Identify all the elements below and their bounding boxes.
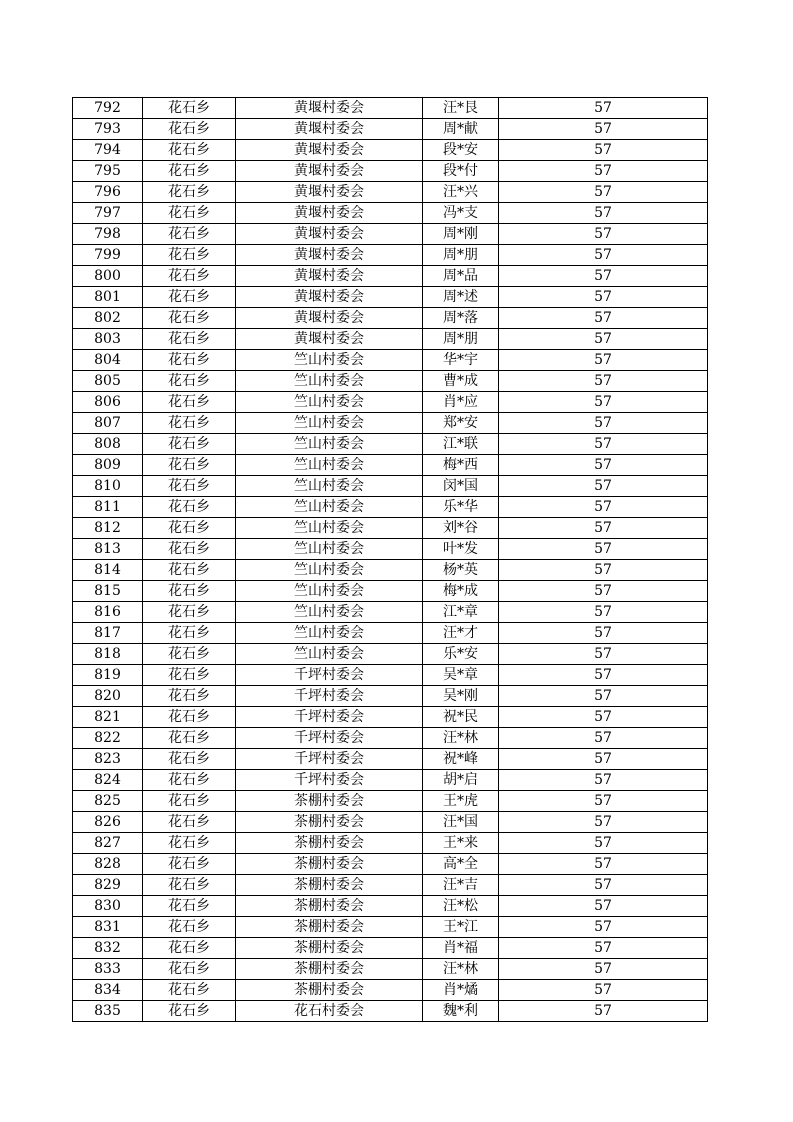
village-committee-cell: 千坪村委会 xyxy=(236,665,423,686)
village-committee-cell: 黄堰村委会 xyxy=(236,203,423,224)
amount-cell: 57 xyxy=(499,119,708,140)
row-number-cell: 796 xyxy=(73,182,143,203)
row-number-cell: 822 xyxy=(73,728,143,749)
township-cell: 花石乡 xyxy=(143,434,236,455)
village-committee-cell: 千坪村委会 xyxy=(236,770,423,791)
table-row xyxy=(73,602,708,623)
row-number-cell: 831 xyxy=(73,917,143,938)
table-row xyxy=(73,497,708,518)
amount-cell: 57 xyxy=(499,959,708,980)
village-committee-cell: 黄堰村委会 xyxy=(236,98,423,119)
table-row xyxy=(73,791,708,812)
village-committee-cell: 黄堰村委会 xyxy=(236,329,423,350)
row-number-cell: 794 xyxy=(73,140,143,161)
village-committee-cell: 竺山村委会 xyxy=(236,434,423,455)
row-number-cell: 833 xyxy=(73,959,143,980)
township-cell: 花石乡 xyxy=(143,980,236,1001)
table-row xyxy=(73,896,708,917)
village-committee-cell: 茶棚村委会 xyxy=(236,917,423,938)
amount-cell: 57 xyxy=(499,602,708,623)
person-name-cell: 周*献 xyxy=(423,119,499,140)
amount-cell: 57 xyxy=(499,203,708,224)
township-cell: 花石乡 xyxy=(143,98,236,119)
township-cell: 花石乡 xyxy=(143,224,236,245)
township-cell: 花石乡 xyxy=(143,182,236,203)
person-name-cell: 郑*安 xyxy=(423,413,499,434)
table-row xyxy=(73,161,708,182)
township-cell: 花石乡 xyxy=(143,119,236,140)
township-cell: 花石乡 xyxy=(143,476,236,497)
village-committee-cell: 黄堰村委会 xyxy=(236,308,423,329)
village-committee-cell: 茶棚村委会 xyxy=(236,980,423,1001)
amount-cell: 57 xyxy=(499,896,708,917)
township-cell: 花石乡 xyxy=(143,266,236,287)
table-row xyxy=(73,287,708,308)
amount-cell: 57 xyxy=(499,581,708,602)
row-number-cell: 828 xyxy=(73,854,143,875)
table-row xyxy=(73,686,708,707)
amount-cell: 57 xyxy=(499,287,708,308)
village-committee-cell: 竺山村委会 xyxy=(236,392,423,413)
township-cell: 花石乡 xyxy=(143,728,236,749)
village-committee-cell: 竺山村委会 xyxy=(236,644,423,665)
row-number-cell: 810 xyxy=(73,476,143,497)
amount-cell: 57 xyxy=(499,266,708,287)
table-row xyxy=(73,644,708,665)
amount-cell: 57 xyxy=(499,791,708,812)
township-cell: 花石乡 xyxy=(143,245,236,266)
table-row xyxy=(73,1001,708,1022)
village-committee-cell: 竺山村委会 xyxy=(236,497,423,518)
amount-cell: 57 xyxy=(499,413,708,434)
village-committee-cell: 竺山村委会 xyxy=(236,560,423,581)
township-cell: 花石乡 xyxy=(143,686,236,707)
row-number-cell: 801 xyxy=(73,287,143,308)
township-cell: 花石乡 xyxy=(143,497,236,518)
amount-cell: 57 xyxy=(499,980,708,1001)
person-name-cell: 乐*安 xyxy=(423,644,499,665)
person-name-cell: 周*品 xyxy=(423,266,499,287)
township-cell: 花石乡 xyxy=(143,623,236,644)
township-cell: 花石乡 xyxy=(143,812,236,833)
row-number-cell: 815 xyxy=(73,581,143,602)
table-row xyxy=(73,581,708,602)
village-committee-cell: 竺山村委会 xyxy=(236,476,423,497)
township-cell: 花石乡 xyxy=(143,644,236,665)
township-cell: 花石乡 xyxy=(143,749,236,770)
amount-cell: 57 xyxy=(499,833,708,854)
amount-cell: 57 xyxy=(499,644,708,665)
village-committee-cell: 茶棚村委会 xyxy=(236,875,423,896)
table-row xyxy=(73,728,708,749)
township-cell: 花石乡 xyxy=(143,140,236,161)
amount-cell: 57 xyxy=(499,728,708,749)
village-committee-cell: 花石村委会 xyxy=(236,1001,423,1022)
amount-cell: 57 xyxy=(499,161,708,182)
person-name-cell: 祝*峰 xyxy=(423,749,499,770)
row-number-cell: 817 xyxy=(73,623,143,644)
amount-cell: 57 xyxy=(499,686,708,707)
person-name-cell: 乐*华 xyxy=(423,497,499,518)
table-row xyxy=(73,749,708,770)
person-name-cell: 王*来 xyxy=(423,833,499,854)
person-name-cell: 汪*才 xyxy=(423,623,499,644)
township-cell: 花石乡 xyxy=(143,308,236,329)
person-name-cell: 江*章 xyxy=(423,602,499,623)
row-number-cell: 807 xyxy=(73,413,143,434)
table-row xyxy=(73,98,708,119)
person-name-cell: 周*朋 xyxy=(423,329,499,350)
amount-cell: 57 xyxy=(499,140,708,161)
village-committee-cell: 竺山村委会 xyxy=(236,413,423,434)
row-number-cell: 830 xyxy=(73,896,143,917)
table-row xyxy=(73,875,708,896)
village-committee-cell: 竺山村委会 xyxy=(236,350,423,371)
person-name-cell: 肖*应 xyxy=(423,392,499,413)
amount-cell: 57 xyxy=(499,1001,708,1022)
village-committee-cell: 茶棚村委会 xyxy=(236,854,423,875)
row-number-cell: 821 xyxy=(73,707,143,728)
amount-cell: 57 xyxy=(499,560,708,581)
village-committee-cell: 竺山村委会 xyxy=(236,581,423,602)
township-cell: 花石乡 xyxy=(143,161,236,182)
township-cell: 花石乡 xyxy=(143,875,236,896)
table-row xyxy=(73,203,708,224)
township-cell: 花石乡 xyxy=(143,518,236,539)
person-name-cell: 胡*启 xyxy=(423,770,499,791)
table-row xyxy=(73,182,708,203)
township-cell: 花石乡 xyxy=(143,581,236,602)
row-number-cell: 813 xyxy=(73,539,143,560)
row-number-cell: 816 xyxy=(73,602,143,623)
person-name-cell: 段*付 xyxy=(423,161,499,182)
person-name-cell: 周*述 xyxy=(423,287,499,308)
row-number-cell: 808 xyxy=(73,434,143,455)
row-number-cell: 797 xyxy=(73,203,143,224)
row-number-cell: 818 xyxy=(73,644,143,665)
person-name-cell: 魏*利 xyxy=(423,1001,499,1022)
table-row xyxy=(73,560,708,581)
township-cell: 花石乡 xyxy=(143,1001,236,1022)
amount-cell: 57 xyxy=(499,434,708,455)
township-cell: 花石乡 xyxy=(143,287,236,308)
person-name-cell: 梅*西 xyxy=(423,455,499,476)
person-name-cell: 冯*支 xyxy=(423,203,499,224)
row-number-cell: 805 xyxy=(73,371,143,392)
township-cell: 花石乡 xyxy=(143,917,236,938)
person-name-cell: 汪*吉 xyxy=(423,875,499,896)
township-cell: 花石乡 xyxy=(143,959,236,980)
table-row xyxy=(73,476,708,497)
table-row xyxy=(73,413,708,434)
row-number-cell: 834 xyxy=(73,980,143,1001)
row-number-cell: 809 xyxy=(73,455,143,476)
village-committee-cell: 竺山村委会 xyxy=(236,518,423,539)
person-name-cell: 吴*刚 xyxy=(423,686,499,707)
village-committee-cell: 茶棚村委会 xyxy=(236,812,423,833)
person-name-cell: 汪*国 xyxy=(423,812,499,833)
amount-cell: 57 xyxy=(499,623,708,644)
person-name-cell: 闵*国 xyxy=(423,476,499,497)
row-number-cell: 823 xyxy=(73,749,143,770)
amount-cell: 57 xyxy=(499,854,708,875)
amount-cell: 57 xyxy=(499,917,708,938)
person-name-cell: 周*落 xyxy=(423,308,499,329)
table-row xyxy=(73,392,708,413)
amount-cell: 57 xyxy=(499,224,708,245)
row-number-cell: 829 xyxy=(73,875,143,896)
table-row xyxy=(73,455,708,476)
township-cell: 花石乡 xyxy=(143,938,236,959)
row-number-cell: 812 xyxy=(73,518,143,539)
table-row xyxy=(73,917,708,938)
village-committee-cell: 黄堰村委会 xyxy=(236,140,423,161)
township-cell: 花石乡 xyxy=(143,371,236,392)
village-committee-cell: 千坪村委会 xyxy=(236,686,423,707)
township-cell: 花石乡 xyxy=(143,665,236,686)
row-number-cell: 795 xyxy=(73,161,143,182)
table-row xyxy=(73,518,708,539)
table-row xyxy=(73,140,708,161)
table-row xyxy=(73,350,708,371)
table-row xyxy=(73,266,708,287)
township-cell: 花石乡 xyxy=(143,707,236,728)
township-cell: 花石乡 xyxy=(143,770,236,791)
village-committee-cell: 茶棚村委会 xyxy=(236,791,423,812)
table-row xyxy=(73,119,708,140)
table-row xyxy=(73,371,708,392)
table-row xyxy=(73,308,708,329)
village-committee-cell: 竺山村委会 xyxy=(236,623,423,644)
table-row xyxy=(73,770,708,791)
person-name-cell: 杨*英 xyxy=(423,560,499,581)
person-name-cell: 梅*成 xyxy=(423,581,499,602)
row-number-cell: 793 xyxy=(73,119,143,140)
township-cell: 花石乡 xyxy=(143,455,236,476)
row-number-cell: 824 xyxy=(73,770,143,791)
table-row xyxy=(73,938,708,959)
township-cell: 花石乡 xyxy=(143,854,236,875)
amount-cell: 57 xyxy=(499,539,708,560)
amount-cell: 57 xyxy=(499,938,708,959)
row-number-cell: 819 xyxy=(73,665,143,686)
person-name-cell: 刘*谷 xyxy=(423,518,499,539)
roster-table xyxy=(72,97,708,1022)
village-committee-cell: 千坪村委会 xyxy=(236,749,423,770)
person-name-cell: 肖*福 xyxy=(423,938,499,959)
village-committee-cell: 竺山村委会 xyxy=(236,602,423,623)
row-number-cell: 814 xyxy=(73,560,143,581)
person-name-cell: 江*联 xyxy=(423,434,499,455)
village-committee-cell: 千坪村委会 xyxy=(236,728,423,749)
row-number-cell: 826 xyxy=(73,812,143,833)
row-number-cell: 811 xyxy=(73,497,143,518)
township-cell: 花石乡 xyxy=(143,833,236,854)
table-row xyxy=(73,434,708,455)
village-committee-cell: 黄堰村委会 xyxy=(236,161,423,182)
person-name-cell: 吴*章 xyxy=(423,665,499,686)
amount-cell: 57 xyxy=(499,518,708,539)
table-row xyxy=(73,623,708,644)
table-row xyxy=(73,959,708,980)
amount-cell: 57 xyxy=(499,875,708,896)
row-number-cell: 804 xyxy=(73,350,143,371)
row-number-cell: 802 xyxy=(73,308,143,329)
row-number-cell: 806 xyxy=(73,392,143,413)
table-row xyxy=(73,854,708,875)
amount-cell: 57 xyxy=(499,455,708,476)
township-cell: 花石乡 xyxy=(143,329,236,350)
village-committee-cell: 茶棚村委会 xyxy=(236,896,423,917)
amount-cell: 57 xyxy=(499,371,708,392)
person-name-cell: 王*虎 xyxy=(423,791,499,812)
amount-cell: 57 xyxy=(499,245,708,266)
amount-cell: 57 xyxy=(499,770,708,791)
row-number-cell: 798 xyxy=(73,224,143,245)
row-number-cell: 803 xyxy=(73,329,143,350)
amount-cell: 57 xyxy=(499,308,708,329)
person-name-cell: 汪*林 xyxy=(423,728,499,749)
row-number-cell: 820 xyxy=(73,686,143,707)
table-row xyxy=(73,539,708,560)
village-committee-cell: 黄堰村委会 xyxy=(236,119,423,140)
amount-cell: 57 xyxy=(499,476,708,497)
person-name-cell: 祝*民 xyxy=(423,707,499,728)
village-committee-cell: 茶棚村委会 xyxy=(236,833,423,854)
township-cell: 花石乡 xyxy=(143,602,236,623)
row-number-cell: 792 xyxy=(73,98,143,119)
amount-cell: 57 xyxy=(499,749,708,770)
row-number-cell: 800 xyxy=(73,266,143,287)
village-committee-cell: 竺山村委会 xyxy=(236,371,423,392)
township-cell: 花石乡 xyxy=(143,560,236,581)
row-number-cell: 827 xyxy=(73,833,143,854)
amount-cell: 57 xyxy=(499,392,708,413)
amount-cell: 57 xyxy=(499,182,708,203)
person-name-cell: 王*江 xyxy=(423,917,499,938)
amount-cell: 57 xyxy=(499,350,708,371)
person-name-cell: 肖*燏 xyxy=(423,980,499,1001)
village-committee-cell: 黄堰村委会 xyxy=(236,182,423,203)
person-name-cell: 周*朋 xyxy=(423,245,499,266)
village-committee-cell: 千坪村委会 xyxy=(236,707,423,728)
person-name-cell: 汪*松 xyxy=(423,896,499,917)
amount-cell: 57 xyxy=(499,497,708,518)
person-name-cell: 曹*成 xyxy=(423,371,499,392)
township-cell: 花石乡 xyxy=(143,350,236,371)
table-row xyxy=(73,224,708,245)
table-row xyxy=(73,245,708,266)
amount-cell: 57 xyxy=(499,665,708,686)
table-row xyxy=(73,833,708,854)
amount-cell: 57 xyxy=(499,329,708,350)
person-name-cell: 叶*发 xyxy=(423,539,499,560)
village-committee-cell: 竺山村委会 xyxy=(236,455,423,476)
township-cell: 花石乡 xyxy=(143,791,236,812)
person-name-cell: 段*安 xyxy=(423,140,499,161)
row-number-cell: 832 xyxy=(73,938,143,959)
person-name-cell: 汪*兴 xyxy=(423,182,499,203)
village-committee-cell: 黄堰村委会 xyxy=(236,245,423,266)
person-name-cell: 华*宇 xyxy=(423,350,499,371)
amount-cell: 57 xyxy=(499,707,708,728)
township-cell: 花石乡 xyxy=(143,896,236,917)
village-committee-cell: 黄堰村委会 xyxy=(236,287,423,308)
village-committee-cell: 黄堰村委会 xyxy=(236,224,423,245)
table-row xyxy=(73,812,708,833)
row-number-cell: 825 xyxy=(73,791,143,812)
village-committee-cell: 茶棚村委会 xyxy=(236,938,423,959)
person-name-cell: 汪*艮 xyxy=(423,98,499,119)
table-row xyxy=(73,329,708,350)
table-row xyxy=(73,707,708,728)
amount-cell: 57 xyxy=(499,812,708,833)
table-row xyxy=(73,665,708,686)
person-name-cell: 周*刚 xyxy=(423,224,499,245)
township-cell: 花石乡 xyxy=(143,203,236,224)
amount-cell: 57 xyxy=(499,98,708,119)
person-name-cell: 汪*林 xyxy=(423,959,499,980)
person-name-cell: 高*全 xyxy=(423,854,499,875)
village-committee-cell: 竺山村委会 xyxy=(236,539,423,560)
township-cell: 花石乡 xyxy=(143,413,236,434)
table-row xyxy=(73,980,708,1001)
roster-table-body xyxy=(73,98,708,1022)
row-number-cell: 799 xyxy=(73,245,143,266)
village-committee-cell: 黄堰村委会 xyxy=(236,266,423,287)
village-committee-cell: 茶棚村委会 xyxy=(236,959,423,980)
township-cell: 花石乡 xyxy=(143,392,236,413)
row-number-cell: 835 xyxy=(73,1001,143,1022)
township-cell: 花石乡 xyxy=(143,539,236,560)
